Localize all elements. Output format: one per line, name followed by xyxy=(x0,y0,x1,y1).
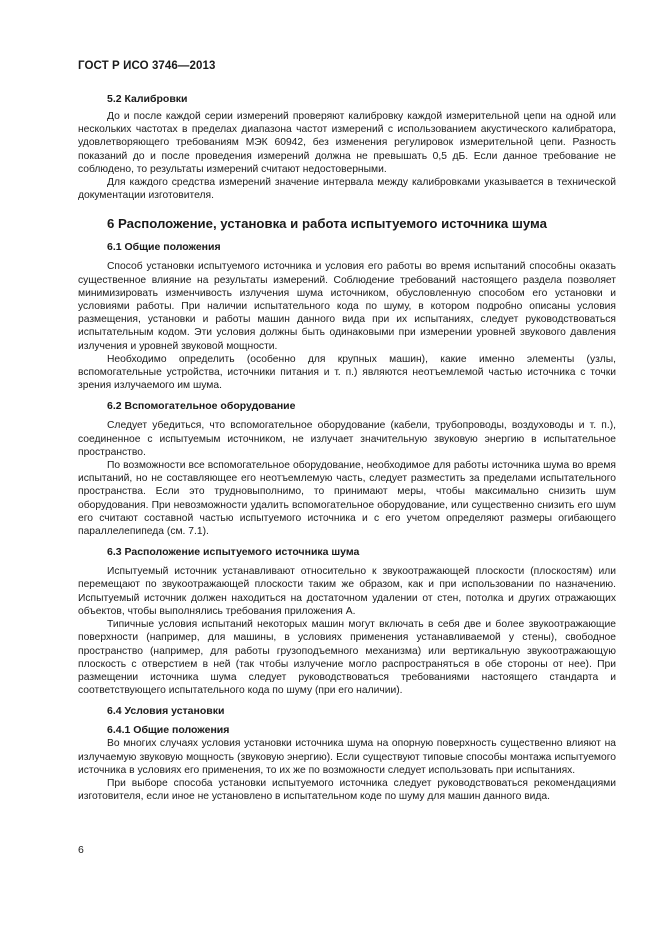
page-content xyxy=(78,93,616,803)
section-heading-6-3: 6.3 Расположение испытуемого источника шума xyxy=(107,546,360,559)
paragraph: Испытуемый источник устанавливают относительно к звукоотражающей плоскости (плоскостям) или перемещают по звукоотражающей плоскости таким же образом, как и при использовании по назначению. Испытуемый источник должен находиться на достаточном удалении от стен, потолка и других отражающих объектов, чтобы выполнялись требования приложения А. xyxy=(78,566,616,617)
section-heading-6: 6 Расположение, установка и работа испытуемого источника шума xyxy=(107,216,547,232)
section-heading-5-2: 5.2 Калибровки xyxy=(107,93,188,105)
paragraph: Типичные условия испытаний некоторых машин могут включать в себя две и более звукоотражающие поверхности (например, для машины, в условиях применения устанавливаемой у стены), свободное пространство (например, для работы грузоподъемного механизма) или вертикальную звукоотражающую плоскость с отверстием в ней (так чтобы излучение могло распространяться в обе стороны от нее). При размещении источника шума следует руководствоваться требованиями настоящего стандарта и соответствующего испытательного кода по шуму (при его наличии). xyxy=(78,619,616,697)
paragraph: Для каждого средства измерений значение интервала между калибровками указывается в технической документации изготовителя. xyxy=(78,177,616,202)
section-heading-6-1: 6.1 Общие положения xyxy=(107,241,221,254)
paragraph: Во многих случаях условия установки источника шума на опорную поверхность существенно влияют на излучаемую звуковую мощность (звуковую энергию). Если существуют типовые способы монтажа испытуемого источника в условиях его применения, то их же по возможности следует использовать при испытаниях. xyxy=(78,738,616,776)
section-heading-6-4: 6.4 Условия установки xyxy=(107,705,225,718)
paragraph: Необходимо определить (особенно для крупных машин), какие именно элементы (узлы, вспомогательные устройства, источники питания и т. п.) являются неотъемлемой частью источника с точки зрения излучаемого им шума. xyxy=(78,353,616,392)
paragraph: До и после каждой серии измерений проверяют калибровку каждой измерительной цепи на одной или нескольких частотах в пределах диапазона частот измерений с использованием акустического калибратора, удовлетворяющего требованиям МЭК 60942, без изменения регулировок измерительной цепи. Разность показаний до и после проведения измерений должна не превышать 0,5 дБ. Если данное требование не соблюдено, то результаты измерений считают недостоверными. xyxy=(78,111,616,175)
section-heading-6-4-1: 6.4.1 Общие положения xyxy=(107,724,230,737)
paragraph: Способ установки испытуемого источника и условия его работы во время испытаний способны оказать существенное влияние на результаты измерений. Соблюдение требований настоящего раздела позволяет минимизировать изменчивость излучения шума источником, обусловленную способом его установки и условиями работы. При наличии испытательного кода по шуму, в котором подробно описаны условия размещения, установки и работы машин данного вида при их испытаниях, следует руководствоваться испытательным кодом. Эти условия должны быть одинаковыми при измерении уровней звукового давления излучения и уровней звуковой мощности. xyxy=(78,261,616,352)
paragraph: При выборе способа установки испытуемого источника следует руководствоваться рекомендациями изготовителя, если иное не установлено в испытательном коде по шуму для машин данного вида. xyxy=(78,777,616,803)
paragraph: Следует убедиться, что вспомогательное оборудование (кабели, трубопроводы, воздуховоды и т. п.), соединенное с испытуемым источником, не излучает значительную звуковую энергию в испытательное пространство. xyxy=(78,420,616,458)
paragraph: По возможности все вспомогательное оборудование, необходимое для работы источника шума во время испытаний, но не составляющее его неотъемлемую часть, следует разместить за пределами испытательного пространства. Если это трудновыполнимо, то принимают меры, чтобы максимально снизить шум оборудования. При невозможности удалить вспомогательное оборудование, или существенно снизить его шум его считают составной частью испытуемого источника и с его учетом определяют размеры огибающего параллелепипеда (см. 7.1). xyxy=(78,460,616,538)
document-header: ГОСТ Р ИСО 3746—2013 xyxy=(78,60,216,72)
page-number: 6 xyxy=(78,844,84,856)
section-heading-6-2: 6.2 Вспомогательное оборудование xyxy=(107,400,296,413)
